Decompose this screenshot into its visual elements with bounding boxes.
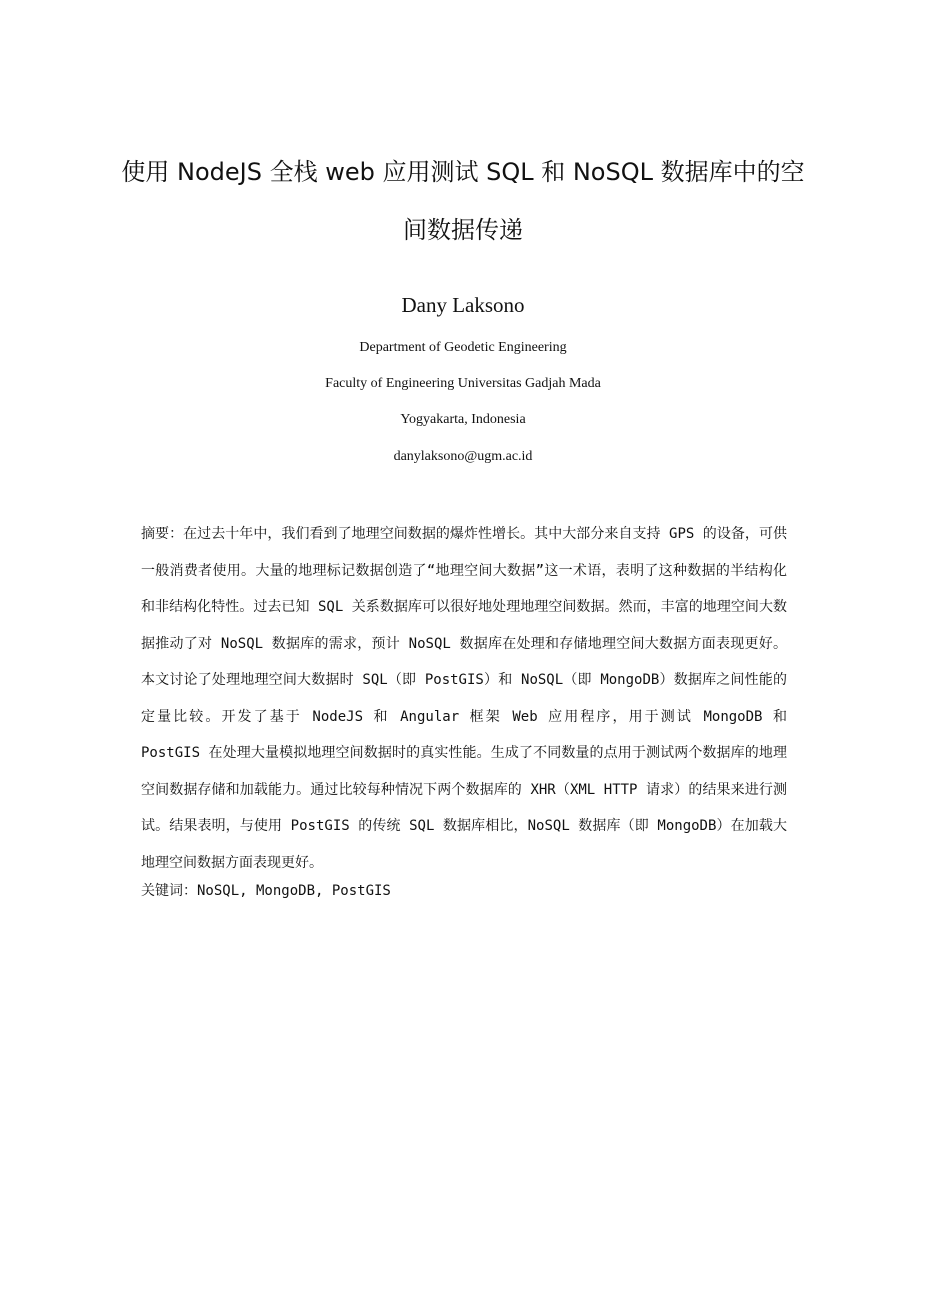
- author-email: danylaksono@ugm.ac.id: [393, 449, 533, 464]
- paper-title-line-2: 间数据传递: [403, 216, 523, 244]
- author-name: Dany Laksono: [401, 293, 525, 317]
- affiliation-location: Yogyakarta, Indonesia: [400, 412, 526, 427]
- abstract-text: 在过去十年中，我们看到了地理空间数据的爆炸性增长。其中大部分来自支持 GPS 的设备，可供一般消费者使用。大量的地理标记数据创造了“地理空间大数据”这一术语，表明了这种数据的半结构化和非结构化特性。过去已知 SQL 关系数据库可以很好地处理地理空间数据。然而，丰富的地理空间大数据推动了对 NoSQL 数据库的需求，预计 NoSQL 数据库在处理和存储地理空间大数据方面表现更好。本文讨论了处理地理空间大数据时 SQL（即 PostGIS）和 NoSQL（即 MongoDB）数据库之间性能的定量比较。开发了基于 NodeJS 和 Angular 框架 Web 应用程序，用于测试 MongoDB 和 PostGIS 在处理大量模拟地理空间数据时的真实性能。生成了不同数量的点用于测试两个数据库的地理空间数据存储和加载能力。通过比较每种情况下两个数据库的 XHR（XML HTTP 请求）的结果来进行测试。结果表明，与使用 PostGIS 的传统 SQL 数据库相比，NoSQL 数据库（即 MongoDB）在加载大地理空间数据方面表现更好。: [141, 526, 787, 871]
- keywords-line: [141, 880, 787, 900]
- abstract-label: 摘要：: [141, 526, 184, 542]
- abstract-paragraph: [141, 516, 787, 881]
- keywords-text: NoSQL, MongoDB, PostGIS: [197, 883, 391, 899]
- keywords-label: 关键词：: [141, 883, 197, 899]
- paper-title-line-1: 使用 NodeJS 全栈 web 应用测试 SQL 和 NoSQL 数据库中的空: [121, 158, 805, 186]
- affiliation-department: Department of Geodetic Engineering: [359, 340, 567, 355]
- affiliation-faculty: Faculty of Engineering Universitas Gadjah Mada: [325, 376, 601, 391]
